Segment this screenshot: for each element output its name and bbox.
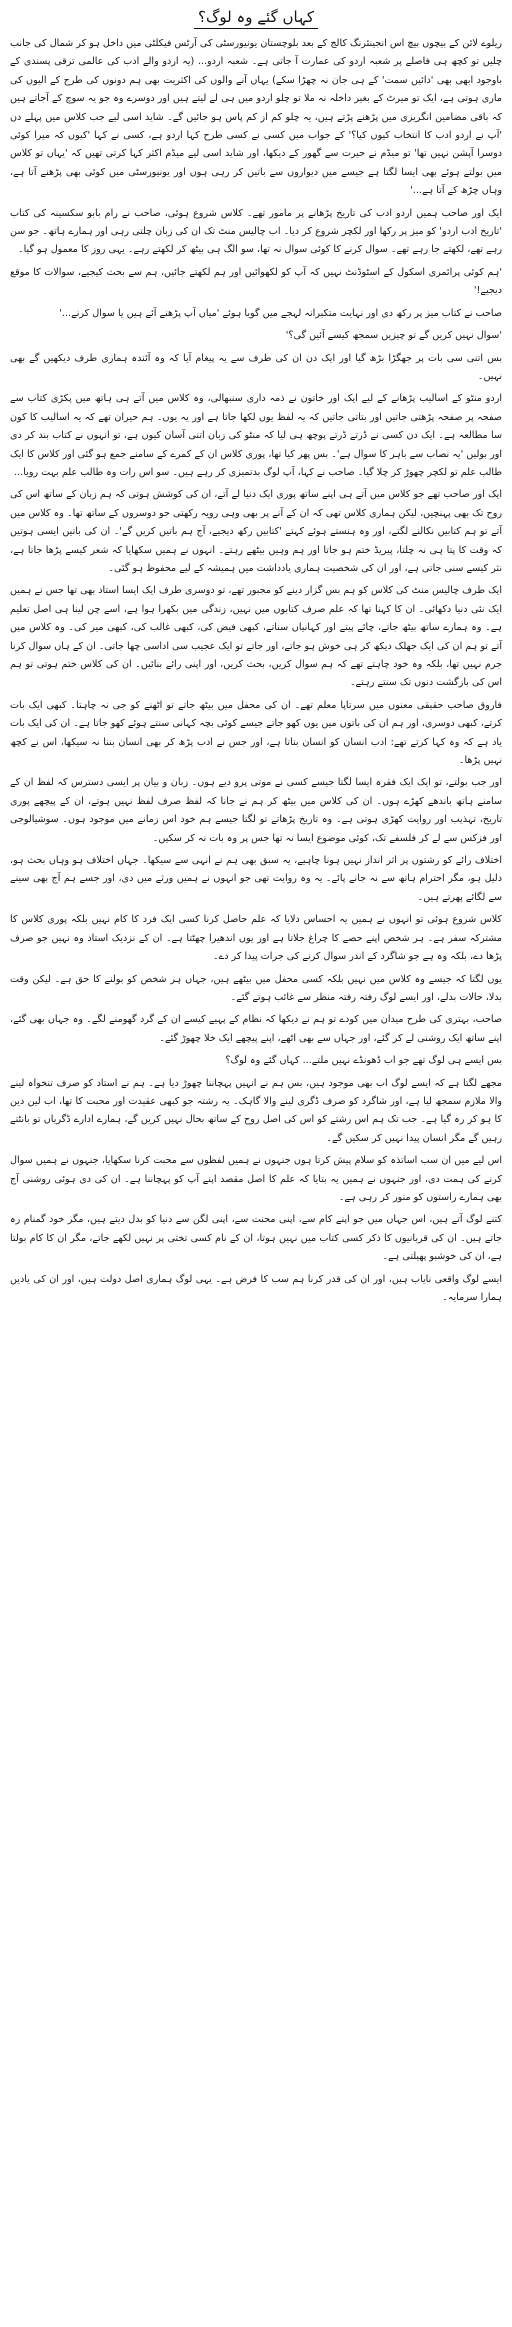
article-paragraph: مجھے لگتا ہے کہ ایسے لوگ اب بھی موجود ہیں، بس ہم نے انہیں پہچاننا چھوڑ دیا ہے۔ ہم نے استاد کو صرف تنخواہ لینے والا ملازم سمجھ لیا ہے، اور شاگرد کو صرف ڈگری لینے والا گاہک۔ یہ رشتہ جو کبھی عقیدت اور محبت کا تھا، اب لین دین کا ہو کر رہ گیا ہے۔ جب تک ہم اس رشتے کو اس کی اصل روح کے ساتھ بحال نہیں کریں گے، ہمارے ادارے ڈگریاں تو بانٹتے رہیں گے مگر انسان پیدا نہیں کر سکیں گے۔ xyxy=(10,1077,502,1144)
article-paragraph: اور جب بولتے، تو ایک ایک فقرہ ایسا لگتا جیسے کسی نے موتی پرو دیے ہوں۔ زبان و بیان پر ایسی دسترس کہ لفظ ان کے سامنے ہاتھ باندھے کھڑے ہوں۔ ان کی کلاس میں بیٹھ کر ہم نے جانا کہ لفظ صرف لفظ نہیں ہوتے، ان کے پیچھے پوری تاریخ، تہذیب اور روایت کھڑی ہوتی ہے۔ وہ تاریخ پڑھاتے تو لگتا جیسے ہم خود اس زمانے میں موجود ہوں۔ سوشیالوجی اور فزکس سے لے کر فلسفے تک، کوئی موضوع ایسا نہ تھا جس پر وہ بات نہ کر سکیں۔ xyxy=(10,777,502,844)
article-paragraph: اس لیے میں ان سب اساتذہ کو سلام پیش کرتا ہوں جنہوں نے ہمیں لفظوں سے محبت کرنا سکھایا، جنہوں نے ہمیں سوال کرنے کی ہمت دی، اور جنہوں نے ہمیں یہ بتایا کہ علم کا اصل مقصد اپنے آپ کو پہچاننا ہے۔ ان کی دی ہوئی روشنی آج بھی ہمارے راستوں کو منور کر رہی ہے۔ xyxy=(10,1155,502,1203)
article-paragraph: ایک طرف چالیس منٹ کی کلاس کو ہم بس گزار دینے کو مجبور تھے، تو دوسری طرف ایک ایسا استاد بھی تھا جس نے ہمیں ایک نئی دنیا دکھائی۔ ان کا کہنا تھا کہ علم صرف کتابوں میں نہیں، زندگی میں بکھرا ہوا ہے، اسے چن لینا ہی اصل تعلیم ہے۔ وہ ہمارے ساتھ بیٹھ جاتے، چائے پیتے اور کہانیاں سناتے، کبھی فیض کی، کبھی غالب کی، کبھی میر کی۔ وہ کلاس میں آتے تو ہم ان کی ایک جھلک دیکھ کر ہی خوش ہو جاتے، اور جاتے تو ایک عجیب سی اداسی چھا جاتی۔ ان کے ہاں سوال کرنا جرم نہیں تھا، بلکہ وہ خود چاہتے تھے کہ ہم سوال کریں، بحث کریں، اور اپنی رائے بنائیں۔ ان کی کلاس ختم ہوتی تو ہم اس کی بازگشت دنوں تک سنتے رہتے۔ xyxy=(10,585,502,689)
article-paragraph: 'ہم کوئی پرائمری اسکول کے اسٹوڈنٹ نہیں کہ آپ کو لکھوائیں اور ہم لکھتے جائیں، ہم سے بحث کیجیے، سوالات کا موقع دیجیے!' xyxy=(10,266,502,297)
article-paragraph: یوں لگتا کہ جیسے وہ کلاس میں نہیں بلکہ کسی محفل میں بیٹھے ہیں، جہاں ہر شخص کو بولنے کا حق ہے۔ لیکن وقت بدلا، حالات بدلے، اور ایسے لوگ رفتہ رفتہ منظر سے غائب ہوتے گئے۔ xyxy=(10,973,502,1003)
article-paragraph: اردو منٹو کے اسالیب پڑھانے کے لیے ایک اور خاتون نے ذمہ داری سنبھالی، وہ کلاس میں آتے ہی ہاتھ میں پکڑی کتاب سے صفحہ پر صفحہ پڑھتی جاتیں اور بتاتی جاتیں کہ یہ لفظ یوں لکھا جاتا ہے اور یہ یوں۔ ہم حیران تھے کہ یہ اسالیب کا کون سا مطالعہ ہے۔ ایک دن کسی نے ڈرتے ڈرتے پوچھ ہی لیا کہ منٹو کی زبان اتنی آسان کیوں ہے، تو انہوں نے کتاب بند کر دی اور بولیں 'یہ نصاب سے باہر کا سوال ہے'۔ بس پھر کیا تھا، پوری کلاس ان کے کمرے کے سامنے جمع ہو گئی اور کلاس کا ایک طالب علم تو لکچر چھوڑ کر چلا گیا۔ صاحب نے کہا، آپ لوگ بدتمیزی کر رہے ہیں۔ سو اس رات وہ طالب علم بہت رویا... xyxy=(10,393,502,478)
article-paragraph: فاروق صاحب حقیقی معنوں میں سرتاپا معلم تھے۔ ان کی محفل میں بیٹھ جاتے تو اٹھنے کو جی نہ چاہتا۔ کبھی ایک بات کرتے، کبھی دوسری، اور ہم ان کی باتوں میں یوں کھو جاتے جیسے کوئی بچہ کہانی سنتے ہوئے کھو جاتا ہے۔ ان کی ایک بات یاد ہے کہ وہ کہا کرتے تھے: ادب انسان کو انسان بناتا ہے، اور جس نے ادب پڑھ کر بھی انسان بننا نہ سیکھا، اس نے کچھ نہیں پڑھا۔ xyxy=(10,699,502,767)
article-title xyxy=(10,6,502,29)
article-paragraph: صاحب، بہتری کی طرح میدان میں کودے تو ہم نے دیکھا کہ نظام کے پہیے کیسے ان کے گرد گھومنے لگے۔ وہ جہاں بھی گئے، اپنے ساتھ ایک روشنی لے کر گئے، اور جہاں سے بھی اٹھے، اپنے پیچھے ایک خلا چھوڑ گئے۔ xyxy=(10,1014,502,1044)
article-paragraph: کتنے لوگ آتے ہیں، اس جہاں میں جو اپنے کام سے، اپنی محنت سے، اپنی لگن سے دنیا کو بدل دیتے ہیں، مگر خود گمنام رہ جاتے ہیں۔ ان کی قربانیوں کا ذکر کسی کتاب میں نہیں ہوتا، ان کے نام کسی تختی پر نہیں لکھے جاتے، مگر ان کا کام بولتا ہے، ان کی خوشبو پھیلتی ہے۔ xyxy=(10,1214,502,1263)
article-paragraph: ایک اور صاحب تھے جو کلاس میں آتے ہی اپنے ساتھ پوری ایک دنیا لے آتے، ان کی کوشش ہوتی کہ ہم زبان کے ساتھ اس کی روح تک بھی پہنچیں، لیکن ہماری کلاس تھی کہ ان کے آنے پر بھی وہی رویہ رکھتی جو دوسروں کے ساتھ تھا۔ وہ کلاس میں آتے تو ہم کتابیں نکالنے لگتے، اور وہ ہنستے ہوئے کہتے 'کتابیں رکھ دیجیے، آج ہم باتیں کریں گے'۔ ان کی باتیں ایسی ہوتیں کہ وقت کا پتا ہی نہ چلتا، پیریڈ ختم ہو جاتا اور ہم وہیں بیٹھے رہتے۔ انہوں نے ہمیں سکھایا کہ شعر کیسے پڑھا جاتا ہے، نثر کیسے سنی جاتی ہے، اور ان کی شخصیت ہماری یادداشت میں ہمیشہ کے لیے محفوظ ہو گئی۔ xyxy=(10,489,502,574)
article-paragraph: کلاس شروع ہوئی تو انہوں نے ہمیں یہ احساس دلایا کہ علم حاصل کرنا کسی ایک فرد کا کام نہیں بلکہ پوری کلاس کا مشترکہ سفر ہے۔ ہر شخص اپنے حصے کا چراغ جلاتا ہے اور یوں اندھیرا چھٹتا ہے۔ ان کے نزدیک استاد وہ نہیں جو صرف پڑھا دے، بلکہ وہ ہے جو شاگرد کے اندر سوال کرنے کی جرات پیدا کر دے۔ xyxy=(10,914,502,963)
article-paragraph: 'سوال نہیں کریں گے تو چیزیں سمجھ کیسے آئیں گی؟' xyxy=(285,330,502,342)
article-paragraph: ایسے لوگ واقعی نایاب ہیں، اور ان کی قدر کرنا ہم سب کا فرض ہے۔ یہی لوگ ہماری اصل دولت ہیں، اور ان کی یادیں ہمارا سرمایہ۔ xyxy=(10,1273,502,1303)
article-body xyxy=(10,35,502,1307)
article-paragraph: بس ایسے ہی لوگ تھے جو اب ڈھونڈے نہیں ملتے... کہاں گئے وہ لوگ؟ xyxy=(225,1055,502,1067)
article-paragraph: ایک اور صاحب ہمیں اردو ادب کی تاریخ پڑھانے پر مامور تھے۔ کلاس شروع ہوئی، صاحب نے رام بابو سکسینہ کی کتاب 'تاریخ ادب اردو' کو میز پر رکھا اور لکچر شروع کر دیا۔ اب چالیس منٹ تک ان کی زبان چلتی رہی اور ہمارے ہاتھ۔ جو سن رہے تھے، لکھتے جا رہے تھے۔ سوال کرنے کا کوئی سوال نہ تھا، سو الگ ہی بیٹھ کر لکھتے رہے۔ یہی روز کا معمول ہو گیا۔ xyxy=(10,207,502,256)
article-title-text: کہاں گئے وہ لوگ؟ xyxy=(194,6,318,29)
article-paragraph: اختلاف رائے کو رشتوں پر اثر انداز نہیں ہونا چاہیے، یہ سبق بھی ہم نے انہی سے سیکھا۔ جہاں اختلاف ہو وہاں بحث ہو، دلیل ہو، مگر احترام ہاتھ سے نہ جانے پائے۔ یہ وہ روایت تھی جو انہوں نے ہمیں ورثے میں دی، اور جسے ہم آج بھی سینے سے لگائے پھرتے ہیں۔ xyxy=(10,855,502,903)
article-paragraph: ریلوے لائن کے بیچوں بیچ اس انجینئرنگ کالج کے بعد بلوچستان یونیورسٹی کی آرٹس فیکلٹی میں داخل ہو کر شمال کی جانب چلیں تو کچھ ہی فاصلے پر شعبہ اردو کی عمارت آ جاتی ہے۔ شعبہ اردو... (یہ اردو والے ادب کی عالمی ترقی پسندی کے باوجود ابھی بھی 'دائیں سمت' کے ہی جان نہ چھڑا سکے) یہاں آنے والوں کی اکثریت بھی ہم دونوں کی طرح کے الیوں کی ماری ہوتی ہے، ایک تو میرٹ کے بغیر داخلہ نہ ملا تو چلو اردو میں ہی لے لیتے ہیں اور دوسرے وہ جو یہ سوچ کے آجاتے ہیں کہ باقی مضامین انگریزی میں پڑھنے پڑتے ہیں، یہ چلو کم از کم پاس ہو جائیں گے۔ شاید اسی لیے جب کلاس میں پہلے دن 'آپ نے اردو ادب کا انتخاب کیوں کیا؟' کے جواب میں کسی نے کسی طرح کہا اردو ہے، کسی نے کہا 'کیوں کہ میرا کوئی دوسرا آپشن نہیں تھا' تو میڈم نے حیرت سے گھور کے دیکھا، اور شاید اسی لیے میڈم اکثر کہا کرتی تھیں کہ 'یہاں تو کلاس میں بولتے ہوئے بھی ایسا لگتا ہے جیسے میں دیواروں سے باتیں کر رہی ہوں اور یونیورسٹی میں کوئی بھی پڑھنے آتا ہے، وہاں چڑھ کے آتا ہے...' xyxy=(10,38,502,197)
article-paragraph: صاحب نے کتاب میز پر رکھ دی اور نہایت متکبرانہ لہجے میں گویا ہوئے 'میاں آپ پڑھنے آئے ہیں یا سوال کرنے...' xyxy=(59,307,502,319)
article-paragraph: بس اتنی سی بات پر جھگڑا بڑھ گیا اور ایک دن ان کی طرف سے یہ پیغام آیا کہ وہ آئندہ ہماری طرف دیکھیں گے بھی نہیں۔ xyxy=(10,352,502,382)
